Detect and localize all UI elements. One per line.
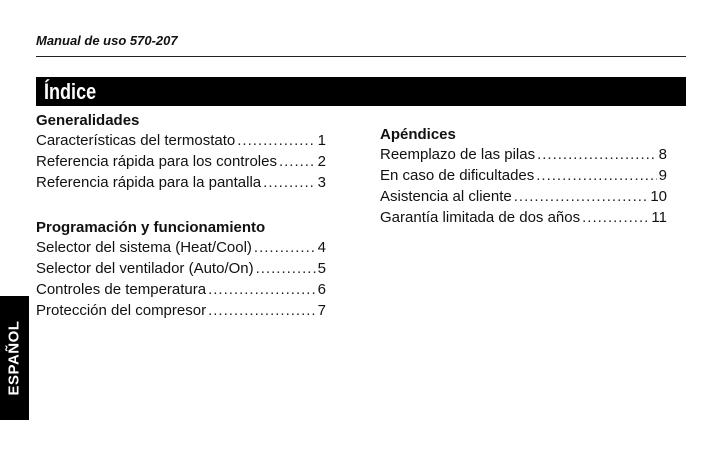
language-side-tab <box>0 296 29 420</box>
toc-entry[interactable] <box>36 279 326 300</box>
toc-section-appendices <box>380 125 667 228</box>
section-heading-general: Generalidades <box>36 112 140 129</box>
toc-leader-dots <box>208 279 316 300</box>
toc-entry-label: Garantía limitada de dos años <box>380 209 581 226</box>
toc-page-number: 1 <box>317 132 326 149</box>
toc-entry-label: Referencia rápida para la pantalla <box>36 174 262 191</box>
toc-entry[interactable] <box>36 151 326 172</box>
manual-title: Manual de uso 570-207 <box>36 33 178 48</box>
toc-page-number: 7 <box>317 302 326 319</box>
toc-leader-dots <box>537 144 657 165</box>
toc-entry[interactable] <box>36 130 326 151</box>
toc-entry-label: Selector del ventilador (Auto/On) <box>36 260 254 277</box>
toc-section-programming <box>36 218 326 321</box>
toc-section-general <box>36 111 326 193</box>
toc-entry-label: Características del termostato <box>36 132 236 149</box>
section-heading-appendices: Apéndices <box>380 126 456 143</box>
toc-page-number: 6 <box>317 281 326 298</box>
toc-leader-dots <box>208 300 316 321</box>
toc-page-number: 8 <box>658 146 667 163</box>
toc-leader-dots <box>514 186 649 207</box>
toc-leader-dots <box>279 151 316 172</box>
index-title: Índice <box>44 79 97 104</box>
toc-entry[interactable] <box>36 172 326 193</box>
toc-entry-label: En caso de dificultades <box>380 167 535 184</box>
toc-leader-dots <box>582 207 649 228</box>
toc-page-number: 3 <box>317 174 326 191</box>
toc-entry-label: Reemplazo de las pilas <box>380 146 536 163</box>
toc-entry[interactable] <box>380 144 667 165</box>
toc-entry[interactable] <box>380 186 667 207</box>
toc-entry[interactable] <box>36 300 326 321</box>
toc-entry[interactable] <box>36 258 326 279</box>
toc-page-number: 2 <box>317 153 326 170</box>
toc-entry-label: Referencia rápida para los controles <box>36 153 277 170</box>
toc-page-number: 5 <box>317 260 326 277</box>
toc-page-number: 9 <box>658 167 667 184</box>
header-divider <box>36 56 686 57</box>
toc-leader-dots <box>256 258 316 279</box>
toc-entry[interactable] <box>380 165 667 186</box>
toc-entry[interactable] <box>380 207 667 228</box>
toc-leader-dots <box>263 172 316 193</box>
index-banner <box>36 77 686 106</box>
toc-entry-label: Protección del compresor <box>36 302 207 319</box>
language-label: ESPAÑOL <box>5 320 23 396</box>
toc-leader-dots <box>536 165 656 186</box>
toc-entry-label: Selector del sistema (Heat/Cool) <box>36 239 252 256</box>
toc-entry[interactable] <box>36 237 326 258</box>
toc-entry-label: Controles de temperatura <box>36 281 207 298</box>
section-heading-programming: Programación y funcionamiento <box>36 219 266 236</box>
toc-page-number: 4 <box>317 239 326 256</box>
toc-page-number: 10 <box>650 188 667 205</box>
toc-leader-dots <box>254 237 316 258</box>
toc-page-number: 11 <box>651 209 667 226</box>
toc-entry-label: Asistencia al cliente <box>380 188 512 205</box>
toc-leader-dots <box>237 130 315 151</box>
